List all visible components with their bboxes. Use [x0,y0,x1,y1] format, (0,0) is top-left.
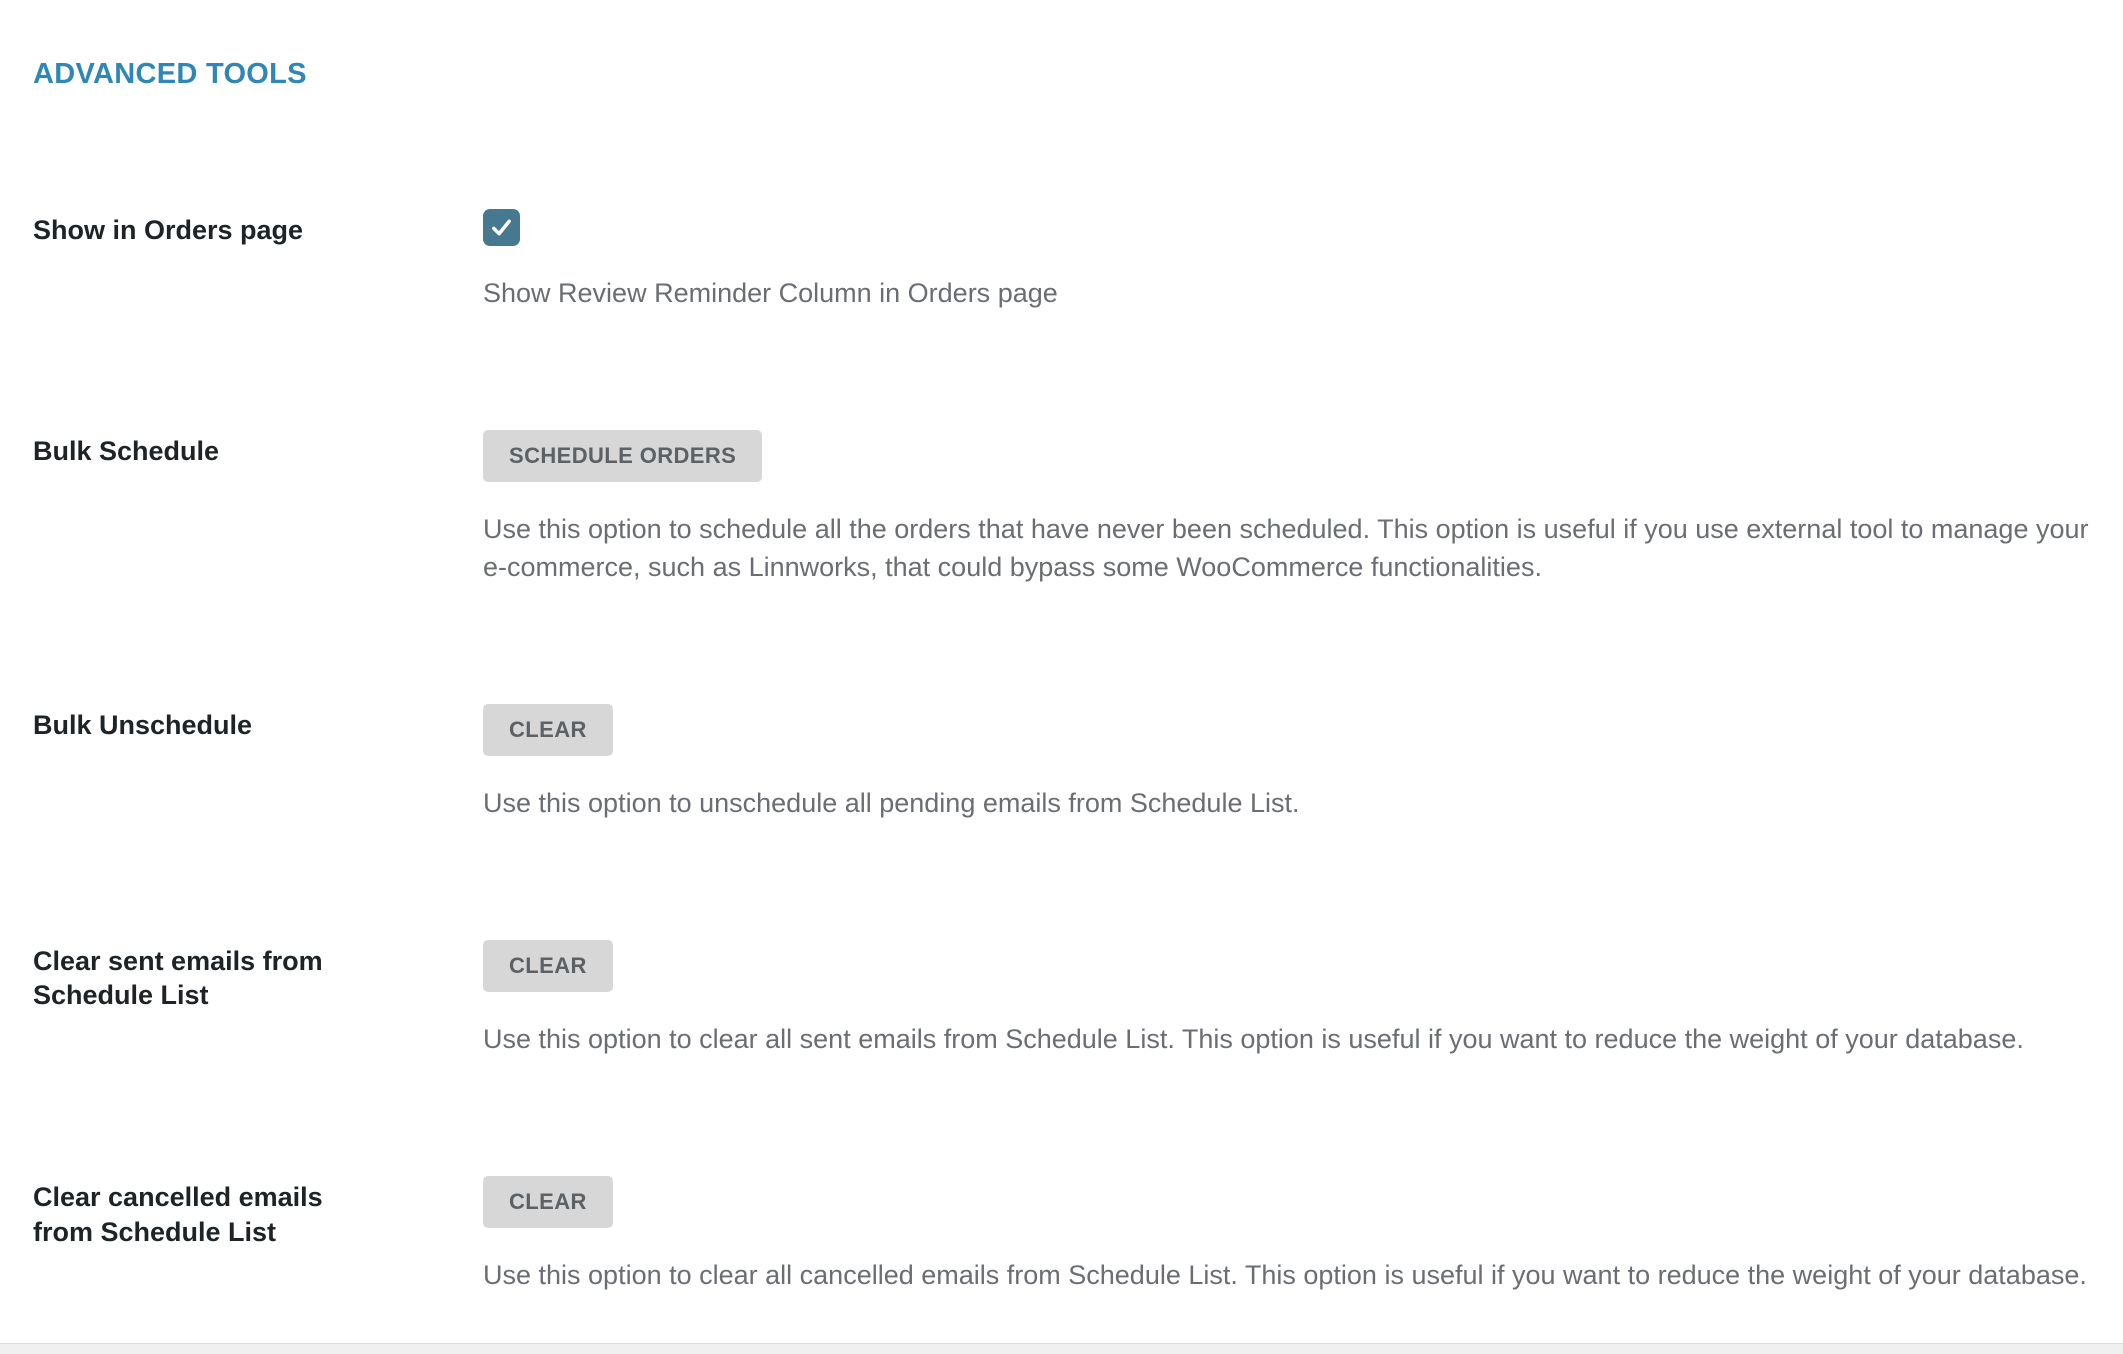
label-column [33,430,483,468]
settings-row-clear-cancelled-emails [33,1176,2090,1294]
control-column [483,704,2090,822]
setting-description: Use this option to unschedule all pending emails from Schedule List. [483,787,1300,818]
page-title: ADVANCED TOOLS [33,58,307,90]
checkmark-icon [490,216,513,239]
label-column [33,704,483,742]
label-column [33,1176,483,1249]
bulk-unschedule-clear-button[interactable]: CLEAR [483,704,613,756]
setting-label-clear-sent-emails: Clear sent emails from Schedule List [33,946,323,1011]
setting-label-bulk-unschedule: Bulk Unschedule [33,709,253,740]
settings-row-bulk-schedule [33,430,2090,586]
control-column [483,940,2090,1058]
settings-row-clear-sent-emails [33,940,2090,1058]
setting-description: Use this option to clear all cancelled emails from Schedule List. This option is useful if you want to reduce the weight of your database. [483,1260,2087,1291]
settings-row-bulk-unschedule [33,704,2090,822]
control-column [483,430,2090,586]
setting-description: Show Review Reminder Column in Orders page [483,278,1058,308]
clear-sent-emails-clear-button[interactable]: CLEAR [483,940,613,992]
setting-description: Use this option to schedule all the orders that have never been scheduled. This option is useful if you use external tool to manage your e-commerce, such as Linnworks, that could bypass some WooCommerce functionalities. [483,514,2089,582]
setting-label-show-in-orders: Show in Orders page [33,215,304,245]
show-in-orders-checkbox[interactable] [483,209,520,246]
schedule-orders-button[interactable]: SCHEDULE ORDERS [483,430,762,482]
label-column [33,209,483,247]
label-column [33,940,483,1013]
setting-description: Use this option to clear all sent emails from Schedule List. This option is useful if you want to reduce the weight of your database. [483,1024,2024,1054]
clear-cancelled-emails-clear-button[interactable]: CLEAR [483,1176,613,1228]
page-bottom-strip [0,1343,2123,1354]
control-column [483,1176,2090,1294]
setting-label-bulk-schedule: Bulk Schedule [33,436,220,467]
setting-label-clear-cancelled-emails: Clear cancelled emails from Schedule List [33,1182,323,1247]
control-column [483,209,2090,312]
settings-row-show-in-orders [33,209,2090,312]
